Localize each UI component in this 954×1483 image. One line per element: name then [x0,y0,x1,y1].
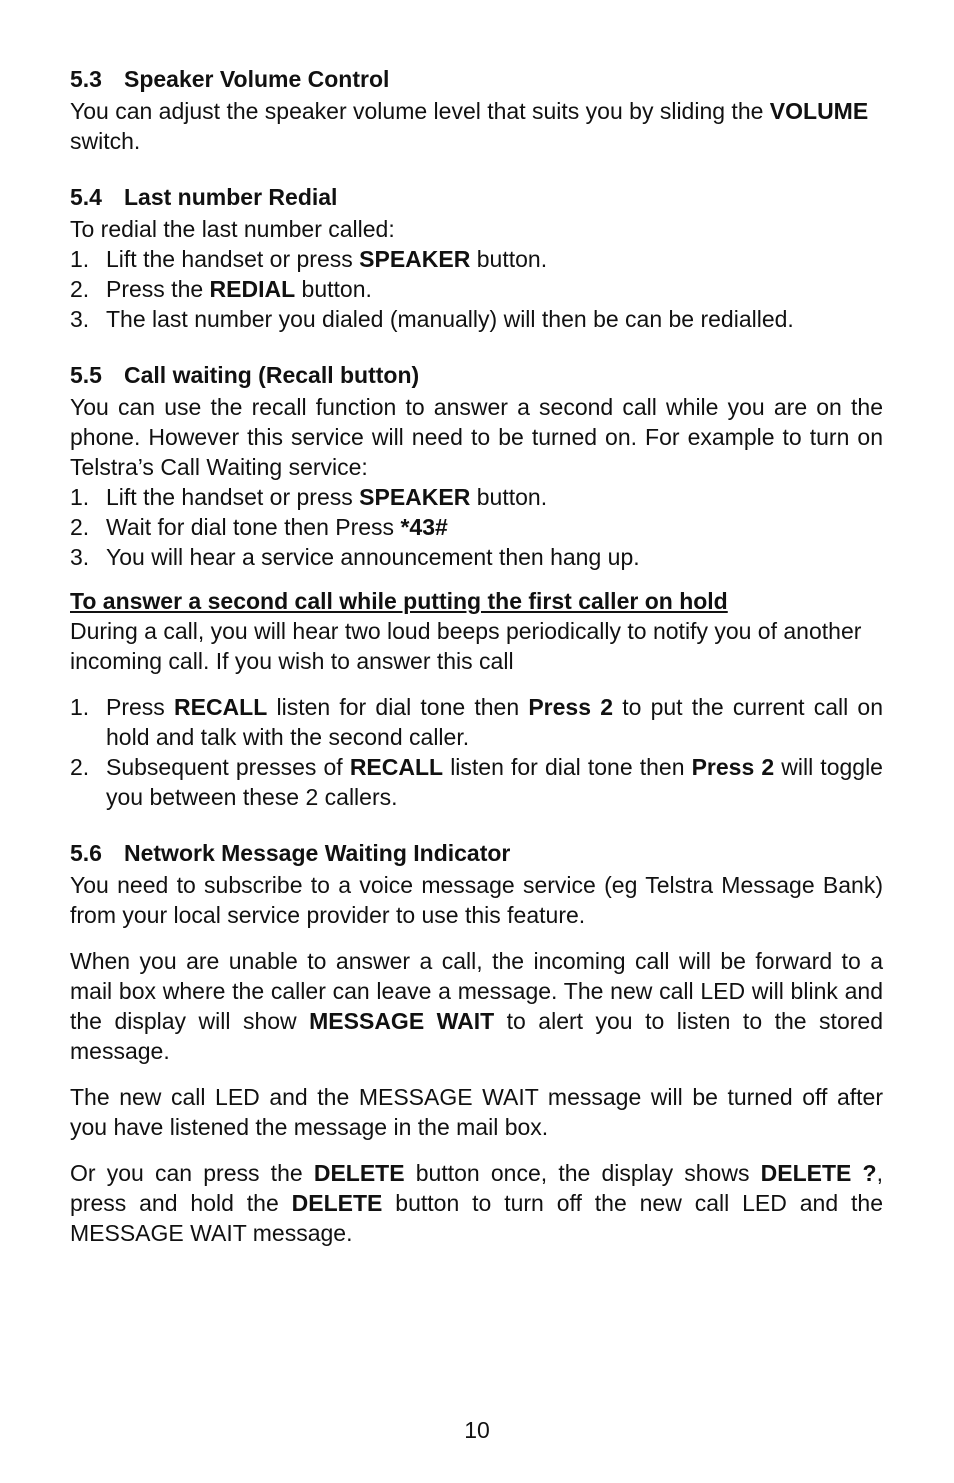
section-heading [70,180,883,214]
bold-term: RECALL [349,754,444,780]
paragraph [70,96,883,156]
text: Press [106,694,174,720]
text: The last number you dialed (manually) will then be can be redialled. [106,306,794,332]
text: Lift the handset or press [106,246,360,272]
section-heading [70,62,883,96]
text: Lift the handset or press [106,484,360,510]
text: , press and hold the [70,1160,883,1216]
bold-term: RECALL [174,694,268,720]
item-number: 1. [70,694,90,720]
item-number: 1. [70,246,90,272]
bold-term: *43# [400,514,448,540]
bold-term: DELETE [313,1160,405,1186]
section-number: 5.6 [70,840,102,866]
list-item [70,304,883,334]
section-heading [70,358,883,392]
section-number: 5.5 [70,362,102,388]
bold-term: Press 2 [528,694,613,720]
text: button. [295,276,372,302]
text: switch. [70,128,141,154]
section-title: Speaker Volume Control [124,66,390,92]
text: Subsequent presses of [106,754,350,780]
paragraph [70,1158,883,1248]
item-number: 2. [70,514,90,540]
item-number: 2. [70,754,90,780]
item-number: 2. [70,276,90,302]
text: button. [470,484,548,510]
bold-term: MESSAGE WAIT [309,1008,495,1034]
bold-term: REDIAL [209,276,296,302]
text: When you are unable to answer a call, the incoming call will be forward to a mail box where the caller can leave a message. The new call LED will blink and the display will show [70,948,883,1034]
bold-term: DELETE [291,1190,383,1216]
paragraph: You can use the recall function to answer a second call while you are on the phone. However this service will need to be turned on. For example to turn on Telstra’s Call Waiting service: [70,394,883,480]
section-speaker-volume [70,62,883,156]
text: button to turn off the new call LED and the MESSAGE WAIT message. [70,1190,883,1246]
subheading-answer-second-call: To answer a second call while putting the first caller on hold [70,588,728,614]
section-heading [70,836,883,870]
bold-term: Press 2 [691,754,775,780]
paragraph [70,946,883,1066]
section-message-waiting [70,836,883,1248]
text: button once, the display shows [404,1160,761,1186]
paragraph: The new call LED and the MESSAGE WAIT message will be turned off after you have listened the message in the mail box. [70,1084,883,1140]
text: You can adjust the speaker volume level that suits you by sliding the [70,98,770,124]
text: will toggle you between these 2 callers. [106,754,883,810]
section-title: Call waiting (Recall button) [124,362,420,388]
list-item [70,692,883,752]
text: to put the current call on hold and talk with the second caller. [106,694,883,750]
text: You will hear a service announcement then hang up. [106,544,640,570]
section-call-waiting [70,358,883,812]
manual-page [70,62,883,1272]
step-list [70,244,883,334]
paragraph: During a call, you will hear two loud beeps periodically to notify you of another incoming call. If you wish to answer this call [70,618,862,674]
list-item [70,752,883,812]
text: Or you can press the [70,1160,314,1186]
item-number: 3. [70,544,90,570]
list-item [70,542,883,572]
step-list [70,692,883,812]
text: to alert you to listen to the stored message. [70,1008,883,1064]
bold-term: VOLUME [769,98,869,124]
list-item [70,274,883,304]
page-number: 10 [464,1417,490,1443]
text: listen for dial tone then [443,754,692,780]
list-item [70,512,883,542]
paragraph: You need to subscribe to a voice message service (eg Telstra Message Bank) from your local service provider to use this feature. [70,872,883,928]
text: Wait for dial tone then Press [106,514,401,540]
list-item [70,482,883,512]
bold-term: DELETE ? [760,1160,877,1186]
section-title: Network Message Waiting Indicator [124,840,511,866]
text: Press the [106,276,210,302]
text: button. [470,246,548,272]
section-number: 5.3 [70,66,102,92]
bold-term: SPEAKER [359,484,471,510]
step-list [70,482,883,572]
list-item [70,244,883,274]
bold-term: SPEAKER [359,246,471,272]
section-number: 5.4 [70,184,102,210]
text: listen for dial tone then [267,694,529,720]
section-title: Last number Redial [124,184,338,210]
item-number: 1. [70,484,90,510]
paragraph: To redial the last number called: [70,216,395,242]
item-number: 3. [70,306,90,332]
section-last-number-redial [70,180,883,334]
